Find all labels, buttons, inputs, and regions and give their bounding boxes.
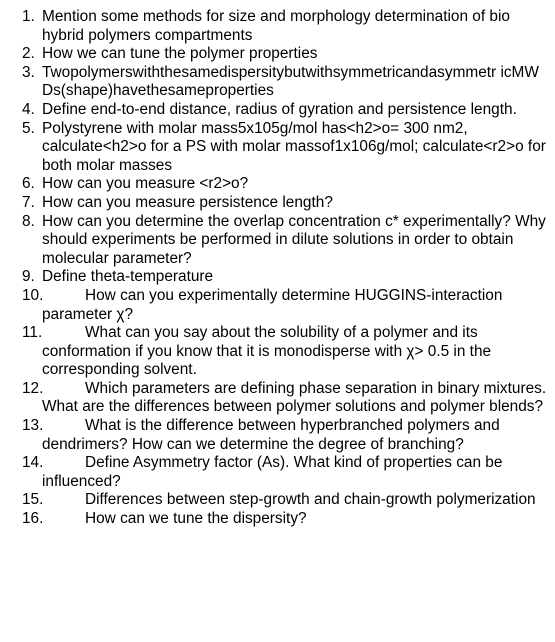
list-item <box>0 510 555 529</box>
item-number: 2. <box>22 45 35 63</box>
item-number: 10. <box>22 286 44 304</box>
list-item <box>0 380 555 417</box>
item-number: 8. <box>22 212 35 230</box>
list-item <box>0 213 555 269</box>
list-item <box>0 175 555 194</box>
list-item <box>0 45 555 64</box>
item-number: 12. <box>22 379 44 397</box>
item-number: 3. <box>22 63 35 81</box>
list-item <box>0 64 555 101</box>
item-text: How can you determine the overlap concentration c* experimentally? Why should experiments be performed in dilute solutions in order to obtain molecular parameter? <box>42 212 546 267</box>
item-text: How can we tune the dispersity? <box>85 510 307 528</box>
list-item <box>0 324 555 380</box>
item-text: What can you say about the solubility of a polymer and its conformation if you know that it is monodisperse with χ> 0.5 in the corresponding solvent. <box>42 324 492 379</box>
item-number: 1. <box>22 8 35 25</box>
item-number: 16. <box>22 510 44 528</box>
item-text: Define end-to-end distance, radius of gyration and persistence length. <box>42 100 517 118</box>
item-text: How can you measure persistence length? <box>42 193 333 211</box>
item-number: 5. <box>22 119 35 137</box>
item-text: How can you experimentally determine HUGGINS-interaction parameter χ? <box>42 286 503 323</box>
item-text: Mention some methods for size and morphology determination of bio hybrid polymers compartments <box>42 8 510 44</box>
list-item <box>0 268 555 287</box>
item-number: 9. <box>22 268 35 286</box>
item-text: Polystyrene with molar mass5x105g/mol has<h2>o= 300 nm2, calculate<h2>o for a PS with molar massof1x106g/mol; calculate<r2>o for both molar masses <box>42 119 546 174</box>
item-number: 11. <box>22 324 43 342</box>
list-item <box>0 287 555 324</box>
item-number: 13. <box>22 417 44 435</box>
list-item <box>0 454 555 491</box>
list-item <box>0 417 555 454</box>
list-item <box>0 491 555 510</box>
list-item <box>0 194 555 213</box>
question-list <box>0 8 555 529</box>
item-text: How can you measure <r2>o? <box>42 175 249 193</box>
list-item <box>0 101 555 120</box>
item-text: Which parameters are defining phase separation in binary mixtures. What are the differences between polymer solutions and polymer blends? <box>42 379 547 416</box>
item-text: Twopolymerswiththesamedispersitybutwithsymmetricandasymmetr icMWDs(shape)havethesameproperties <box>42 63 539 100</box>
item-number: 4. <box>22 100 35 118</box>
item-text: Differences between step-growth and chain-growth polymerization <box>85 491 536 509</box>
item-text: Define Asymmetry factor (As). What kind of properties can be influenced? <box>42 454 503 490</box>
item-text: How we can tune the polymer properties <box>42 45 318 63</box>
item-text: What is the difference between hyperbranched polymers and dendrimers? How can we determine the degree of branching? <box>42 417 500 453</box>
list-item <box>0 120 555 176</box>
item-text: Define theta-temperature <box>42 268 214 286</box>
item-number: 7. <box>22 193 35 211</box>
item-number: 14. <box>22 454 44 472</box>
item-number: 6. <box>22 175 35 193</box>
list-item <box>0 8 555 45</box>
item-number: 15. <box>22 491 44 509</box>
